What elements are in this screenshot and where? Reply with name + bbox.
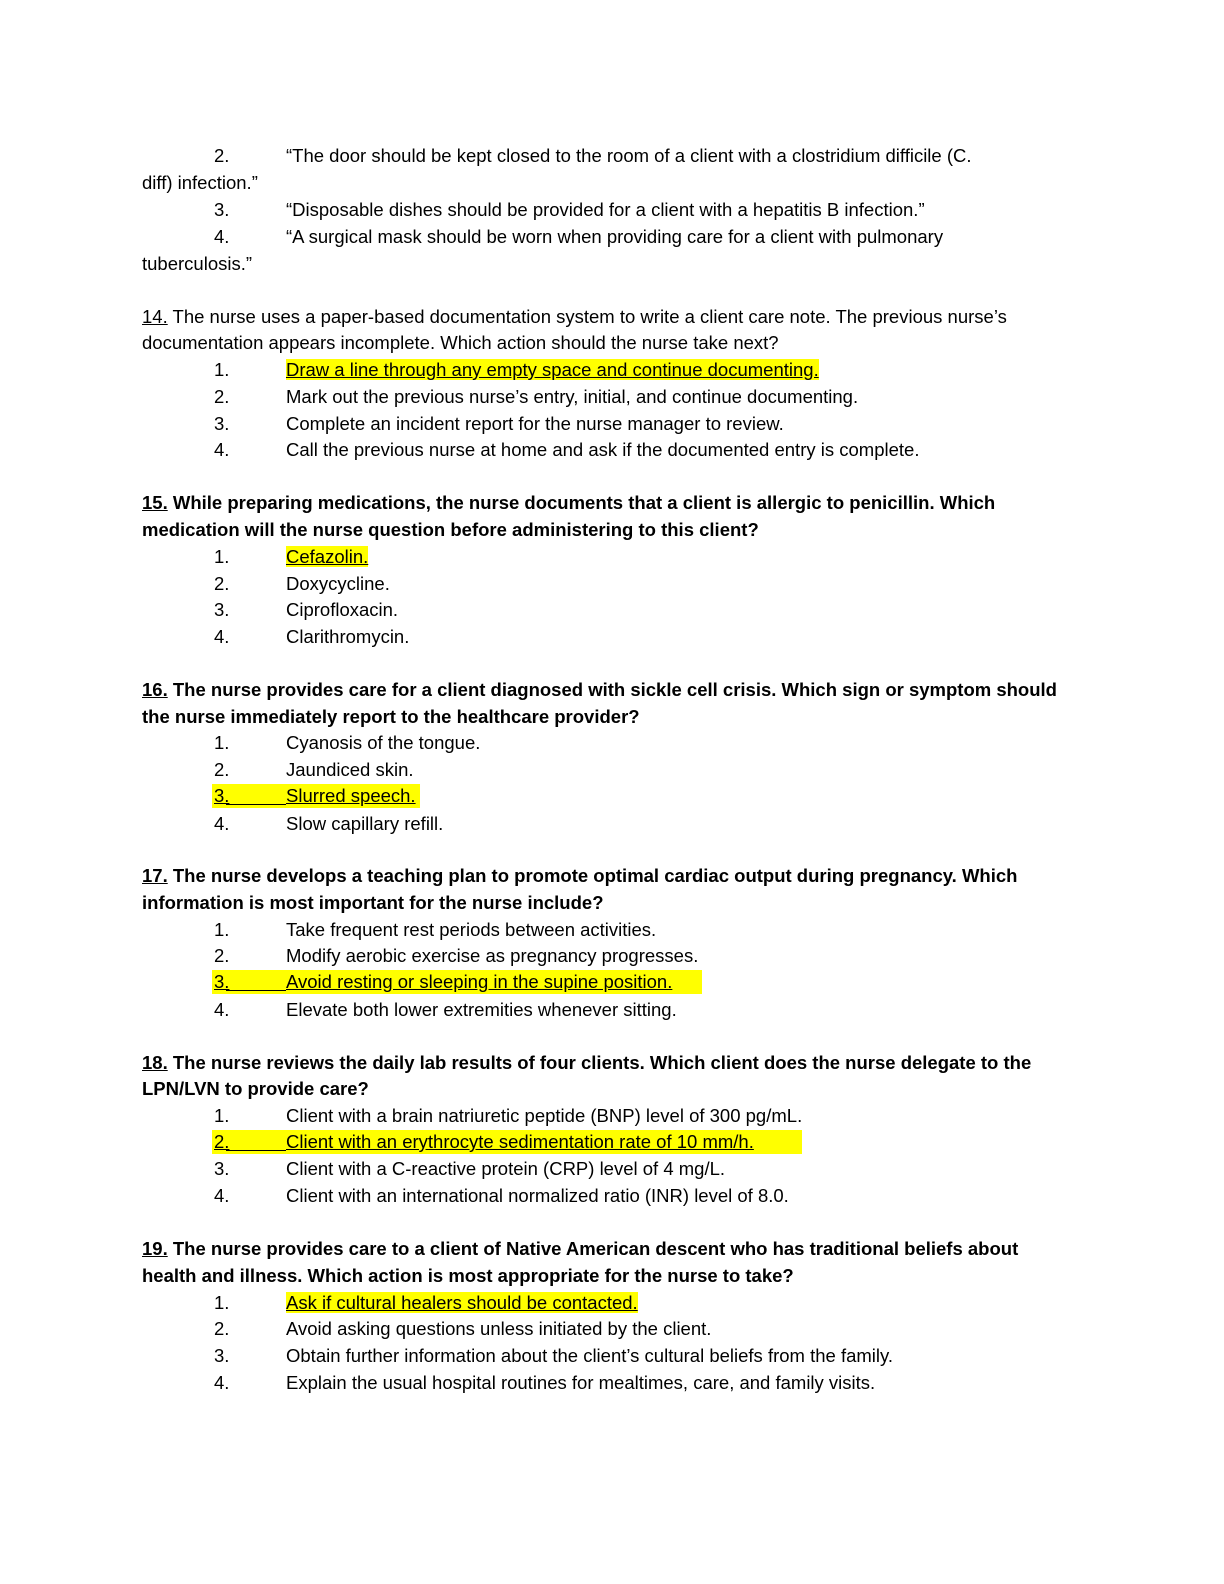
option-text: Take frequent rest periods between activities. xyxy=(286,919,657,940)
option-text: Client with a C-reactive protein (CRP) level of 4 mg/L. xyxy=(286,1158,726,1179)
question-number: 16. xyxy=(142,679,168,700)
option-number: 1. xyxy=(214,359,230,380)
question-14-stem xyxy=(142,304,1007,330)
option-number: 4. xyxy=(214,813,230,834)
option-text: Avoid asking questions unless initiated by the client. xyxy=(286,1318,712,1339)
question-number: 19. xyxy=(142,1238,168,1259)
question-stem-line: health and illness. Which action is most appropriate for the nurse to take? xyxy=(142,1265,794,1286)
question-17-stem xyxy=(142,863,1017,889)
question-18-stem xyxy=(142,1050,1031,1076)
option-text: “The door should be kept closed to the room of a client with a clostridium difficile (C. xyxy=(286,145,972,166)
answer-option-highlighted xyxy=(212,784,420,808)
underline-tab xyxy=(226,1150,286,1151)
question-number: 15. xyxy=(142,492,168,513)
question-stem-line: The nurse provides care for a client diagnosed with sickle cell crisis. Which sign or symptom should xyxy=(167,679,1057,700)
option-text: Draw a line through any empty space and continue documenting. xyxy=(286,359,819,380)
question-stem-line: The nurse provides care to a client of Native American descent who has traditional beliefs about xyxy=(167,1238,1019,1259)
option-number: 1. xyxy=(214,732,230,753)
option-text: Client with an erythrocyte sedimentation rate of 10 mm/h. xyxy=(286,1131,754,1152)
question-stem-line: LPN/LVN to provide care? xyxy=(142,1078,369,1099)
option-text: Cefazolin. xyxy=(286,546,369,567)
option-text: Doxycycline. xyxy=(286,573,390,594)
option-number: 2. xyxy=(214,145,230,166)
question-stem-line: the nurse immediately report to the healthcare provider? xyxy=(142,706,640,727)
question-number: 17. xyxy=(142,865,168,886)
question-15-stem xyxy=(142,490,995,516)
option-number: 4. xyxy=(214,439,230,460)
option-text: Explain the usual hospital routines for mealtimes, care, and family visits. xyxy=(286,1372,876,1393)
question-number: 14. xyxy=(142,306,168,327)
option-text: “A surgical mask should be worn when providing care for a client with pulmonary xyxy=(286,226,944,247)
option-text: Complete an incident report for the nurse manager to review. xyxy=(286,413,784,434)
option-number: 4. xyxy=(214,1185,230,1206)
answer-option-highlighted xyxy=(286,1290,638,1316)
option-number: 1. xyxy=(214,546,230,567)
option-text: Avoid resting or sleeping in the supine position. xyxy=(286,971,673,992)
option-number: 3. xyxy=(214,199,230,220)
question-stem-line: medication will the nurse question before administering to this client? xyxy=(142,519,759,540)
answer-option-highlighted xyxy=(286,357,819,383)
answer-option-highlighted xyxy=(286,544,368,570)
option-number: 3. xyxy=(214,971,230,992)
underline-tab xyxy=(226,804,286,805)
option-text: Cyanosis of the tongue. xyxy=(286,732,481,753)
option-text: Clarithromycin. xyxy=(286,626,410,647)
option-text-continued: diff) infection.” xyxy=(142,172,258,193)
option-number: 2. xyxy=(214,759,230,780)
option-text: Obtain further information about the client’s cultural beliefs from the family. xyxy=(286,1345,894,1366)
option-number: 1. xyxy=(214,1105,230,1126)
option-number: 3. xyxy=(214,413,230,434)
option-text: Elevate both lower extremities whenever sitting. xyxy=(286,999,677,1020)
underline-tab xyxy=(226,990,286,991)
question-stem-line: documentation appears incomplete. Which action should the nurse take next? xyxy=(142,332,779,353)
question-stem-line: The nurse develops a teaching plan to promote optimal cardiac output during pregnancy. Which xyxy=(167,865,1018,886)
option-number: 2. xyxy=(214,945,230,966)
option-text: “Disposable dishes should be provided for a client with a hepatitis B infection.” xyxy=(286,199,925,220)
option-number: 4. xyxy=(214,626,230,647)
option-text: Slurred speech. xyxy=(286,785,416,806)
option-text: Client with an international normalized ratio (INR) level of 8.0. xyxy=(286,1185,789,1206)
option-number: 2. xyxy=(214,386,230,407)
question-number: 18. xyxy=(142,1052,168,1073)
option-number: 2. xyxy=(214,1131,230,1152)
option-number: 4. xyxy=(214,999,230,1020)
option-number: 4. xyxy=(214,1372,230,1393)
option-number: 1. xyxy=(214,919,230,940)
question-stem-line: The nurse uses a paper-based documentation system to write a client care note. The previous nurse’s xyxy=(167,306,1007,327)
option-number: 3. xyxy=(214,1158,230,1179)
option-number: 4. xyxy=(214,226,230,247)
option-text: Jaundiced skin. xyxy=(286,759,414,780)
option-number: 1. xyxy=(214,1292,230,1313)
answer-option-highlighted xyxy=(212,1130,802,1154)
option-text: Ciprofloxacin. xyxy=(286,599,399,620)
option-text: Modify aerobic exercise as pregnancy progresses. xyxy=(286,945,699,966)
question-19-stem xyxy=(142,1236,1018,1262)
option-number: 3. xyxy=(214,785,230,806)
option-text: Ask if cultural healers should be contacted. xyxy=(286,1292,638,1313)
option-text: Call the previous nurse at home and ask if the documented entry is complete. xyxy=(286,439,920,460)
option-number: 3. xyxy=(214,1345,230,1366)
option-text: Slow capillary refill. xyxy=(286,813,444,834)
question-16-stem xyxy=(142,677,1057,703)
answer-option-highlighted xyxy=(212,970,702,994)
question-stem-line: While preparing medications, the nurse documents that a client is allergic to penicillin. Which xyxy=(167,492,996,513)
option-number: 2. xyxy=(214,573,230,594)
question-stem-line: The nurse reviews the daily lab results of four clients. Which client does the nurse delegate to the xyxy=(167,1052,1032,1073)
option-text-continued: tuberculosis.” xyxy=(142,253,253,274)
option-text: Mark out the previous nurse’s entry, initial, and continue documenting. xyxy=(286,386,859,407)
option-text: Client with a brain natriuretic peptide (BNP) level of 300 pg/mL. xyxy=(286,1105,803,1126)
option-number: 2. xyxy=(214,1318,230,1339)
question-stem-line: information is most important for the nurse include? xyxy=(142,892,604,913)
option-number: 3. xyxy=(214,599,230,620)
